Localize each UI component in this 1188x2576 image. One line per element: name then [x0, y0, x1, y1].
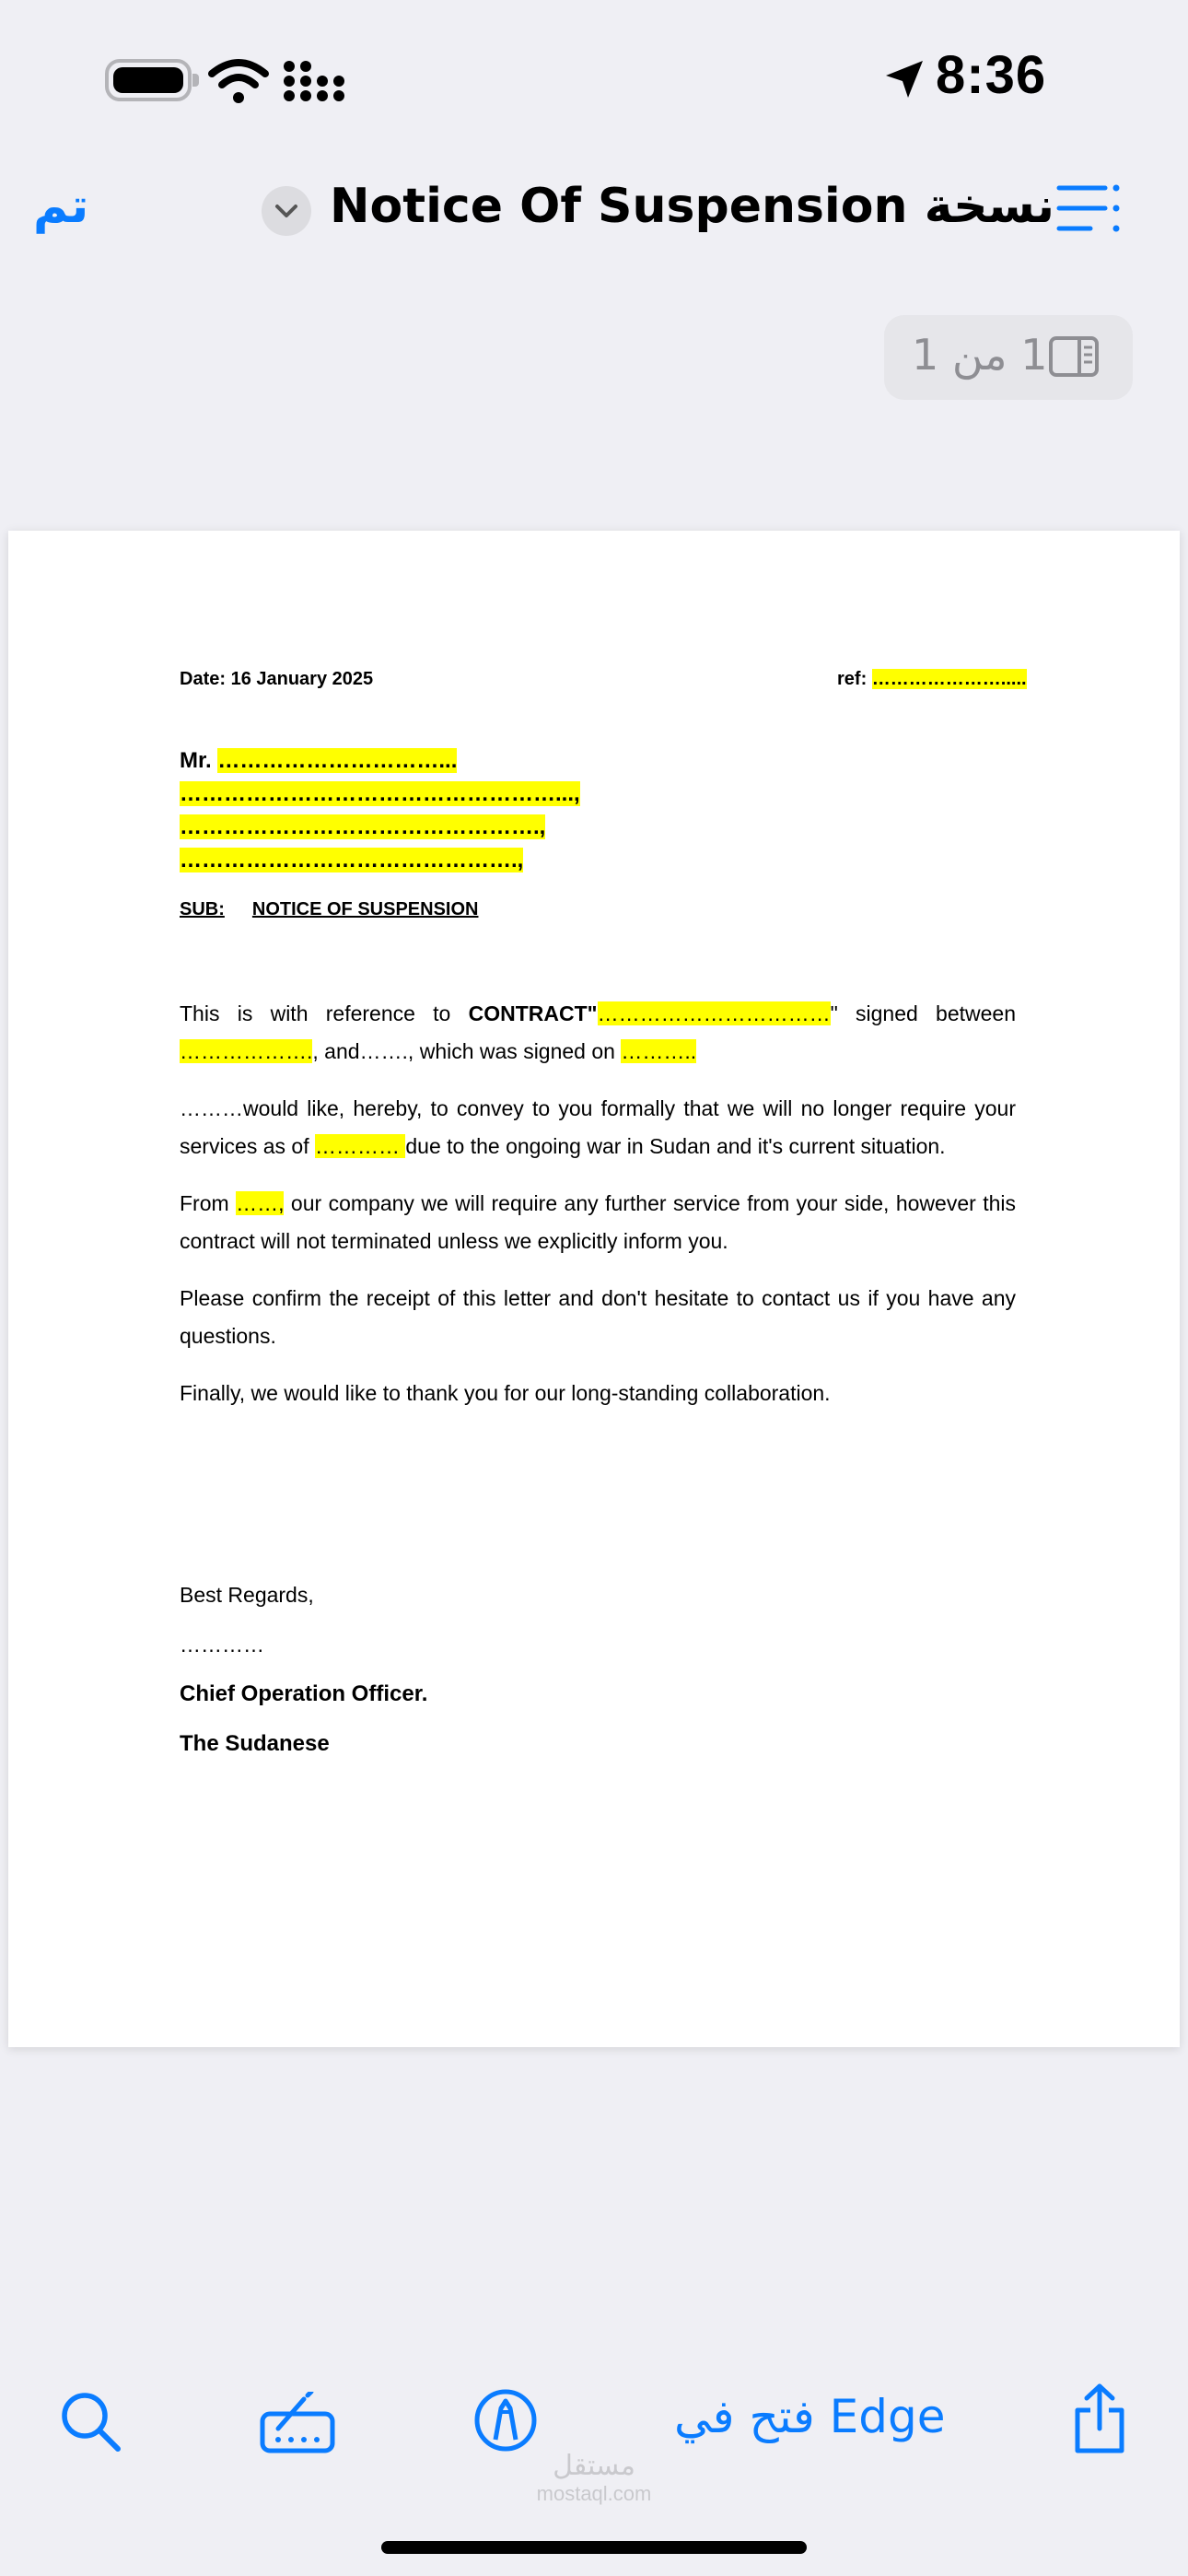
p1-blank-1: ……………………………: [597, 1001, 831, 1025]
sub-text: NOTICE OF SUSPENSION: [251, 899, 479, 919]
signature-block: [180, 1570, 427, 1769]
addr-mr-label: Mr.: [180, 748, 212, 773]
battery-icon: [105, 59, 192, 101]
p3-text-b: our company we will require any further service from your side, however this contract will not terminated unless we explicitly inform you.: [180, 1191, 1016, 1253]
signal-icon: [282, 59, 348, 103]
paragraph-4: Please confirm the receipt of this letter and don't hesitate to contact us if you have any questions.: [180, 1286, 1016, 1348]
status-time: 8:36: [936, 45, 1047, 105]
page-indicator[interactable]: [884, 315, 1133, 400]
sign-org: The Sudanese: [180, 1731, 330, 1756]
signature-blank: …………: [180, 1633, 264, 1657]
location-arrow-icon: [882, 57, 926, 101]
p2-text-b: due to the ongoing war in Sudan and it's current situation.: [405, 1134, 946, 1158]
p1-text-b: " signed between: [830, 1001, 1016, 1025]
watermark-latin: mostaql.com: [536, 2482, 652, 2505]
paragraph-1: [180, 995, 1016, 1071]
list-icon[interactable]: [1055, 182, 1120, 234]
document-page[interactable]: [8, 531, 1180, 2047]
p3-text-a: From: [180, 1191, 237, 1215]
subject-line: [180, 899, 478, 920]
open-in-edge-button[interactable]: فتح في Edge: [674, 2390, 946, 2443]
p1-text-a: This is with reference to: [180, 1001, 469, 1025]
markup-icon[interactable]: [260, 2392, 335, 2454]
chevron-down-icon[interactable]: [262, 186, 311, 236]
watermark-arabic: مستقل: [553, 2451, 635, 2481]
paragraph-2: [180, 1090, 1016, 1165]
watermark: [516, 2453, 672, 2508]
search-icon[interactable]: [59, 2390, 123, 2454]
p1-contract: CONTRACT: [468, 1001, 588, 1025]
home-indicator[interactable]: [381, 2541, 807, 2554]
addr-line-4: ……………………………………….,: [180, 848, 524, 872]
page-count: 1 من 1: [912, 330, 1048, 380]
sign-title: Chief Operation Officer.: [180, 1681, 428, 1706]
p2-blank: …………: [315, 1134, 406, 1158]
addr-line-3: ………………………………………….,: [180, 814, 546, 839]
letter-body: [180, 995, 1016, 1432]
sidebar-icon: [1048, 335, 1100, 378]
p1-blank-3: ………..: [621, 1039, 697, 1063]
regards-text: Best Regards,: [180, 1583, 314, 1607]
pen-icon[interactable]: [473, 2388, 538, 2453]
addr-line-1: …………………………...: [217, 748, 458, 773]
p2-text-a: ………would like, hereby, to convey to you formally that we will no longer require your services as of: [180, 1096, 1016, 1158]
wifi-icon: [208, 57, 269, 105]
paragraph-3: [180, 1185, 1016, 1260]
paragraph-5: Finally, we would like to thank you for our long-standing collaboration.: [180, 1381, 831, 1405]
status-bar: [0, 0, 1188, 157]
p3-blank: ……,: [236, 1191, 285, 1215]
p1-blank-2: ……………….: [180, 1039, 313, 1063]
document-title[interactable]: Notice Of Suspension نسخة: [330, 179, 1055, 234]
p1-text-c: , and……., which was signed on: [312, 1039, 622, 1063]
addr-line-2: ……………………………………………...,: [180, 781, 580, 806]
p1-quote: ": [587, 1001, 598, 1025]
sub-label: SUB:: [180, 899, 225, 919]
letter-ref: [837, 669, 1027, 690]
share-icon[interactable]: [1072, 2383, 1127, 2456]
recipient-address: [180, 744, 580, 877]
ref-value: ………………….....: [871, 669, 1027, 689]
letter-date: Date: 16 January 2025: [180, 669, 374, 689]
done-button[interactable]: تم: [33, 179, 89, 234]
ref-label: ref:: [837, 669, 868, 689]
